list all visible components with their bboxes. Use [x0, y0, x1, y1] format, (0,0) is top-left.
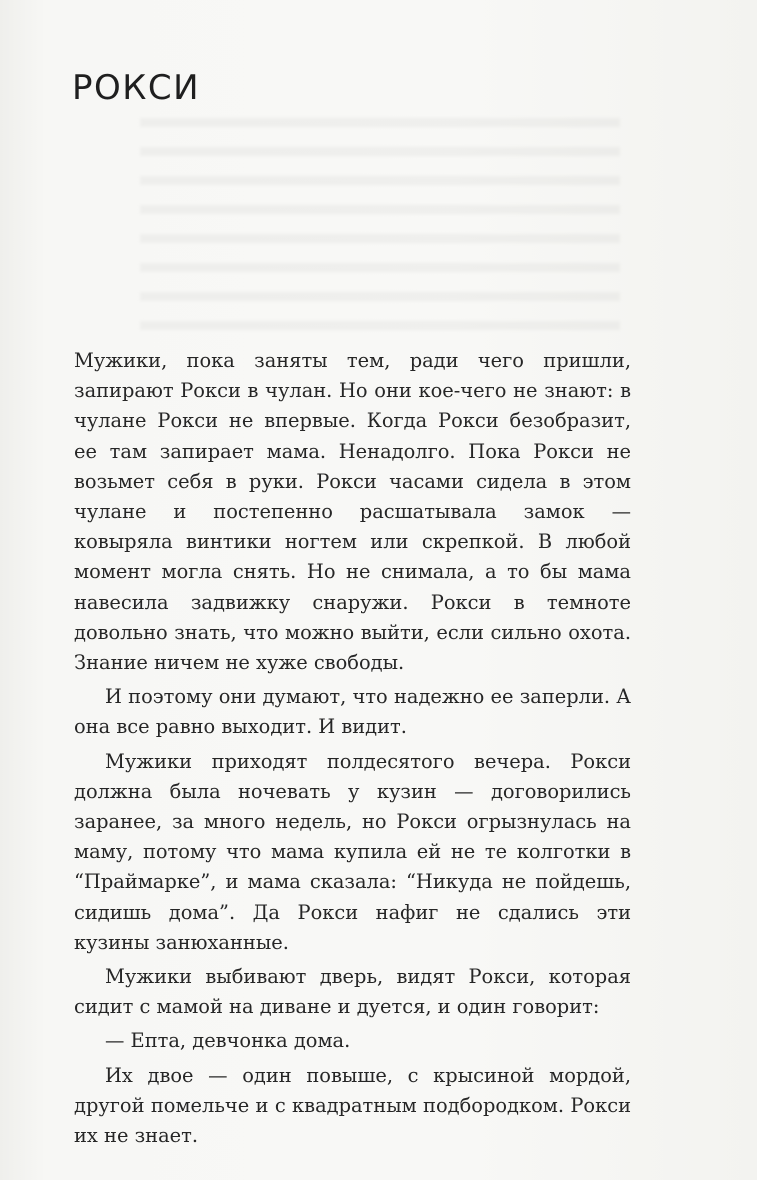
paragraph: — Епта, девчонка дома.: [105, 1029, 351, 1053]
paragraph: Мужики приходят полдесятого вечера. Рокси должна была ночевать у кузин — договорились заранее, за много недель, но Рокси огрызнулась на маму, потому что мама купила ей не те колготки в “Праймарке”, и мама сказала: “Никуда не пойдешь, сидишь дома”. Да Рокси нафиг не сдались эти кузины занюханные.: [74, 749, 631, 954]
paragraph: И поэтому они думают, что надежно ее заперли. А она все равно выходит. И видит.: [74, 685, 631, 739]
body-text: [74, 346, 631, 1151]
paragraph: Их двое — один повыше, с крысиной мордой, другой помельче и с квадратным подбородком. Рокси их не знает.: [74, 1063, 631, 1148]
paragraph: Мужики, пока заняты тем, ради чего пришли, запирают Рокси в чулан. Но они кое-чего не знают: в чулане Рокси не впервые. Когда Рокси безобразит, ее там запирает мама. Ненадолго. Пока Рокси не возьмет себя в руки. Рокси часами сидела в этом чулане и постепенно расшатывала замок — ковыряла винтики ногтем или скрепкой. В любой момент могла снять. Но не снимала, а то бы мама навесила задвижку снаружи. Рокси в темноте довольно знать, что можно выйти, если сильно охота. Знание ничем не хуже свободы.: [74, 349, 631, 675]
show-through-text: [140, 118, 620, 338]
paragraph: Мужики выбивают дверь, видят Рокси, которая сидит с мамой на диване и дуется, и один говорит:: [74, 965, 631, 1019]
chapter-title: РОКСИ: [72, 68, 201, 108]
